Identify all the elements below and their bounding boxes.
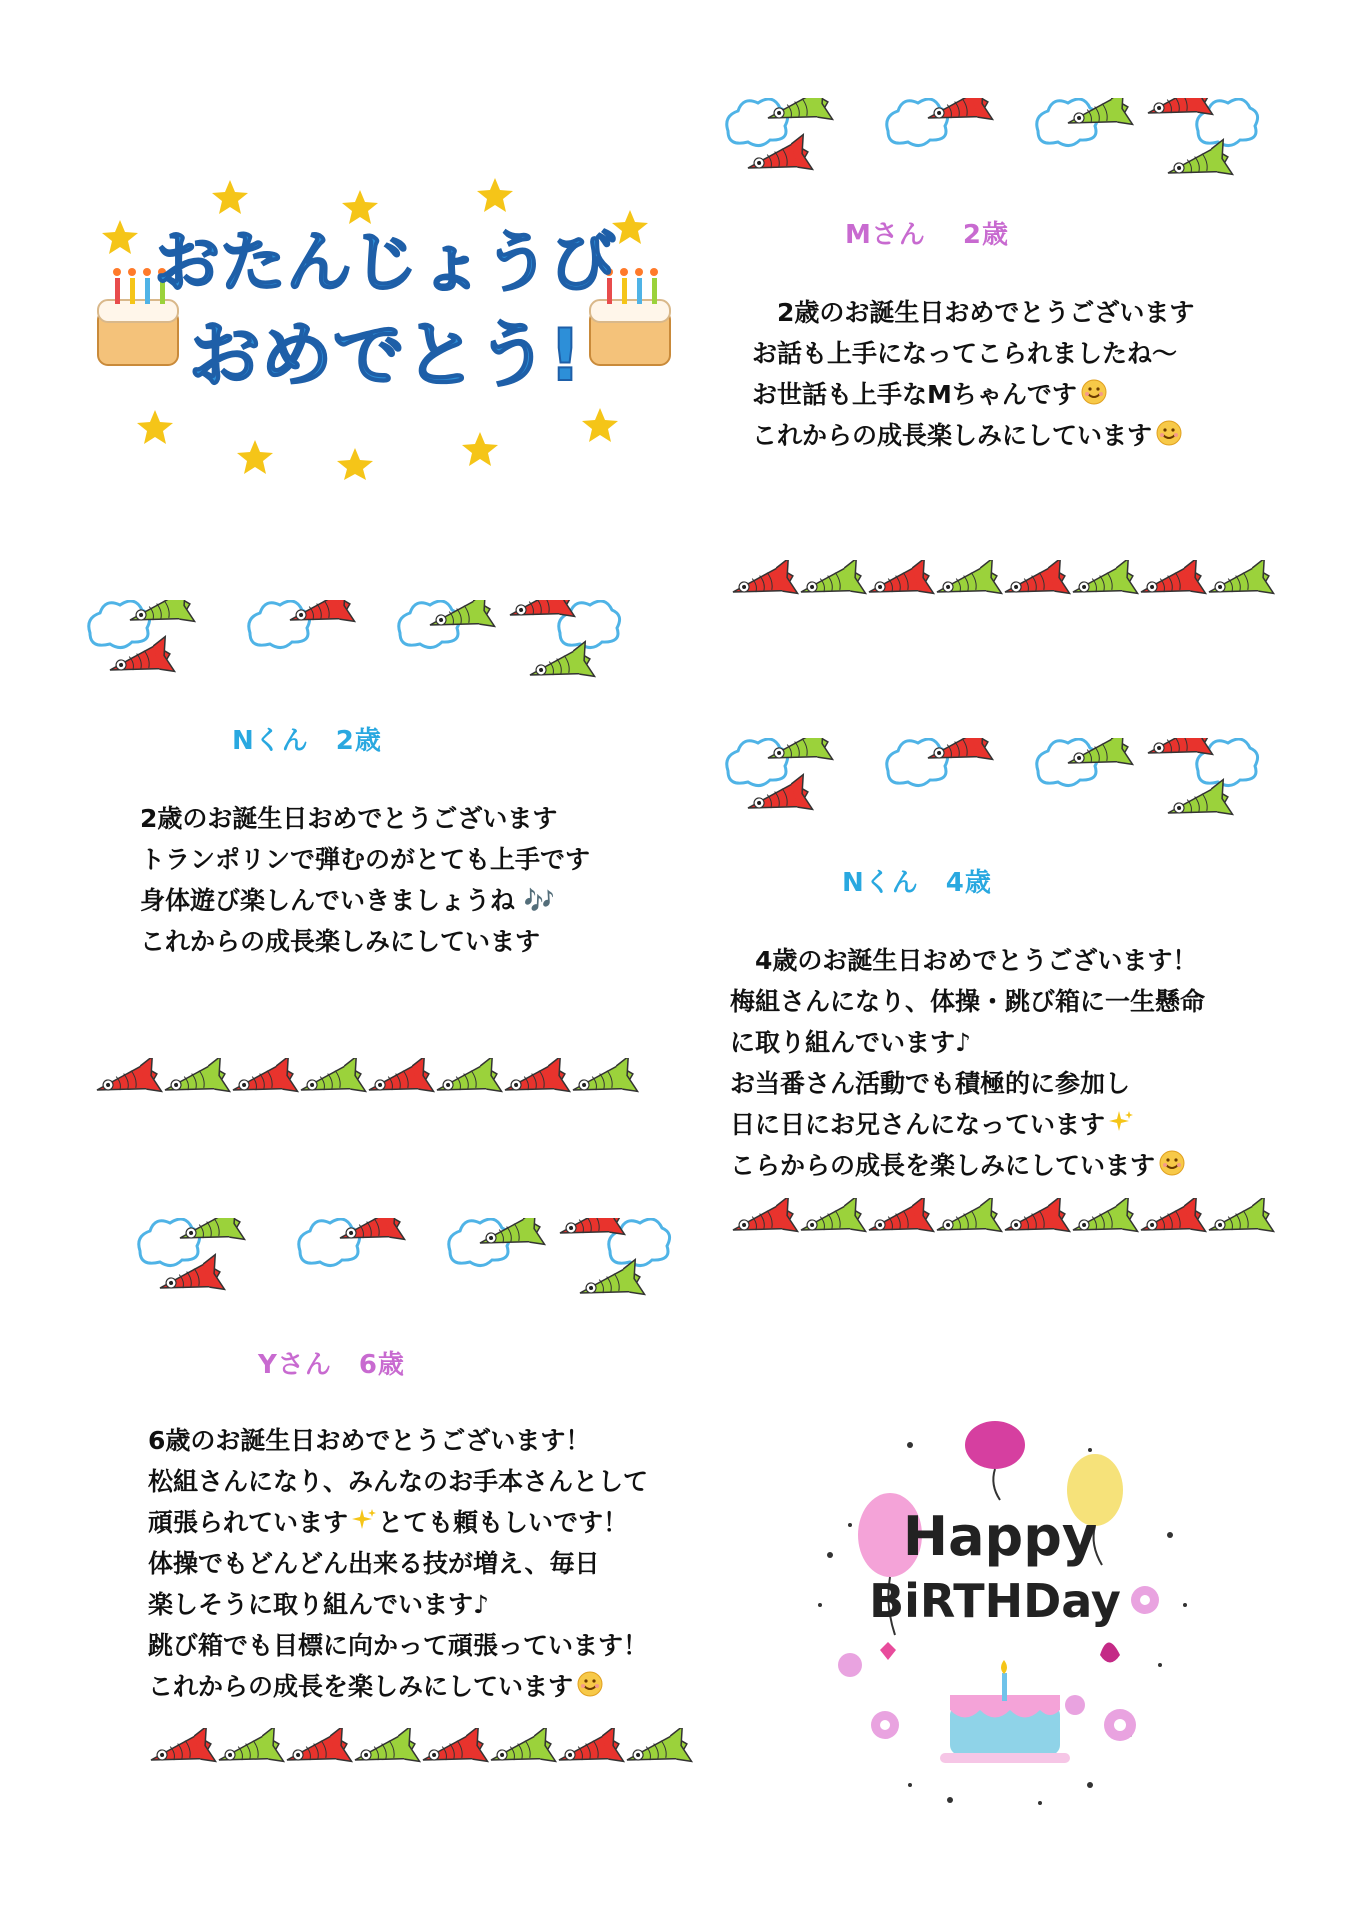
smile-icon xyxy=(1156,417,1182,458)
message-line: これからの成長を楽しみにしています xyxy=(148,1666,648,1707)
message-line: 6歳のお誕生日おめでとうございます！ xyxy=(148,1426,591,1455)
message-line: 身体遊び楽しんでいきましょうね 🎶 xyxy=(140,886,555,915)
message-y xyxy=(148,1420,648,1707)
message-line: 頑張られています とても頼もしいです！ xyxy=(148,1502,648,1543)
koinobori-banner-2 xyxy=(80,600,640,710)
child-name-n2: Nくん 2歳 xyxy=(232,726,382,756)
message-line: 日に日にお兄さんになっています xyxy=(730,1104,1205,1145)
svg-text:BiRTHDay: BiRTHDay xyxy=(869,1574,1121,1628)
child-name-m: Mさん 2歳 xyxy=(845,220,1010,250)
koinobori-banner-1 xyxy=(718,98,1278,208)
koinobori-banner-3 xyxy=(718,738,1278,848)
child-name-y: Yさん 6歳 xyxy=(258,1350,405,1380)
message-m xyxy=(752,292,1194,456)
message-line: 松組さんになり、みんなのお手本さんとして xyxy=(148,1467,649,1496)
sparkle-icon xyxy=(352,1504,378,1545)
koinobori-banner-4 xyxy=(130,1218,690,1328)
svg-text:おめでとう!: おめでとう! xyxy=(188,313,582,397)
koinobori-row-2 xyxy=(92,1058,656,1118)
child-name-n4: Nくん 4歳 xyxy=(842,868,992,898)
message-line: 梅組さんになり、体操・跳び箱に一生懸命 xyxy=(730,987,1206,1016)
happy-birthday-illustration xyxy=(790,1405,1210,1825)
message-line: 楽しそうに取り組んでいます♪ xyxy=(148,1590,489,1619)
message-line: こらからの成長を楽しみにしています xyxy=(730,1145,1205,1186)
message-n4 xyxy=(730,940,1205,1186)
message-line: トランポリンで弾むのがとても上手です xyxy=(140,845,591,874)
message-line: 2歳のお誕生日おめでとうございます xyxy=(140,804,558,833)
smile-icon xyxy=(1159,1147,1185,1188)
smile-icon xyxy=(577,1668,603,1709)
birthday-title-illustration xyxy=(90,160,680,480)
sparkle-icon xyxy=(1109,1106,1135,1147)
koinobori-row-4 xyxy=(146,1728,710,1788)
message-line: お世話も上手なMちゃんです xyxy=(752,374,1194,415)
svg-text:おたんじょうび: おたんじょうび xyxy=(154,224,616,301)
message-line: 体操でもどんどん出来る技が増え、毎日 xyxy=(148,1549,600,1578)
message-n2 xyxy=(140,798,590,962)
koinobori-row-3 xyxy=(728,1198,1292,1258)
smile-icon xyxy=(1081,376,1107,417)
message-line: に取り組んでいます♪ xyxy=(730,1028,971,1057)
message-line: これからの成長楽しみにしています xyxy=(752,415,1194,456)
message-line: 2歳のお誕生日おめでとうございます xyxy=(752,298,1195,327)
koinobori-row-1 xyxy=(728,560,1292,620)
message-line: お話も上手になってこられましたね～ xyxy=(752,339,1178,368)
svg-text:Happy: Happy xyxy=(902,1505,1098,1568)
message-line: お当番さん活動でも積極的に参加し xyxy=(730,1069,1131,1098)
message-line: 跳び箱でも目標に向かって頑張っています！ xyxy=(148,1631,649,1660)
message-line: 4歳のお誕生日おめでとうございます！ xyxy=(730,946,1198,975)
message-line: これからの成長楽しみにしています xyxy=(140,927,541,956)
